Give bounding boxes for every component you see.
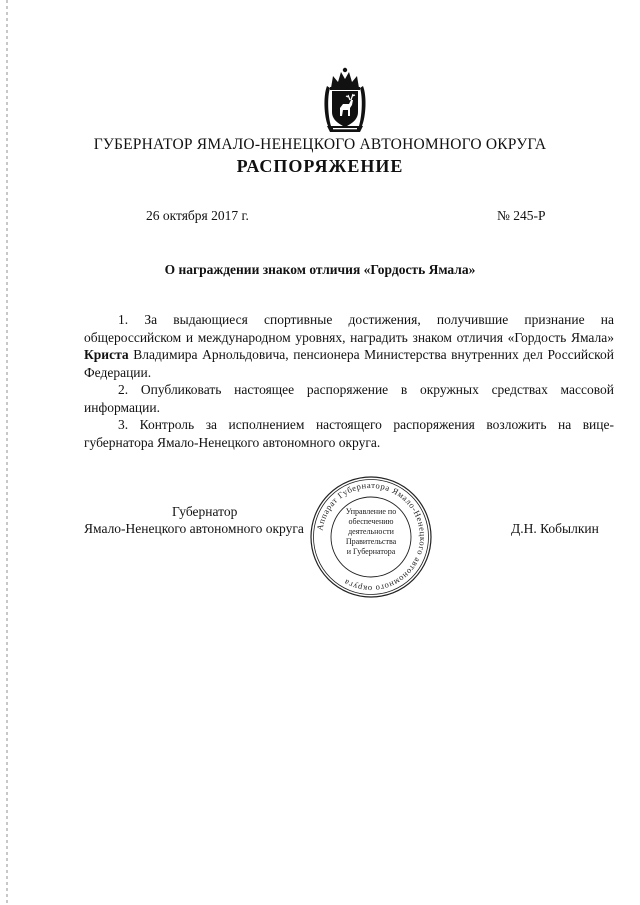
signer-title: Губернатор [172,504,238,519]
seal-line: Управление по [345,507,397,516]
seal-line: и Губернатора [346,547,396,556]
document-type-heading: РАСПОРЯЖЕНИЕ [236,156,404,176]
document-date: 26 октября 2017 г. [146,208,249,223]
paragraph-2: 2. Опубликовать настоящее распоряжение в окружных средствах массовой информации. [84,382,614,415]
document-subject: О награждении знаком отличия «Гордость Ямала» [164,262,476,277]
seal-center-text [337,507,405,557]
signer-organization: Ямало-Ненецкого автономного округа [84,521,304,536]
seal-line: обеспечению [348,517,394,526]
coat-of-arms-emblem [321,66,369,136]
seal-line: Правительства [345,537,397,546]
issuing-authority: ГУБЕРНАТОР ЯМАЛО-НЕНЕЦКОГО АВТОНОМНОГО ОКРУГА [93,136,547,153]
paragraph-1-intro: 1. За выдающиеся спортивные достижения, получившие признание на общероссийском и международном уровнях, наградить знаком отличия «Гордость Ямала» [84,312,614,345]
awardee-surname: Криста [84,347,129,362]
paragraph-3: 3. Контроль за исполнением настоящего распоряжения возложить на вице-губернатора Ямало-Ненецкого автономного округа. [84,417,614,450]
document-number: № 245-Р [497,208,546,223]
paragraph-1-rest: Владимира Арнольдовича, пенсионера Министерства внутренних дел Российской Федерации. [84,347,614,380]
seal-ring-text: Аппарат Губернатора Ямало-Ненецкого автономного округа [314,479,429,595]
paragraph-1 [84,311,614,381]
document-body [84,311,614,451]
seal-line: деятельности [348,527,394,536]
signer-name: Д.Н. Кобылкин [511,521,599,536]
